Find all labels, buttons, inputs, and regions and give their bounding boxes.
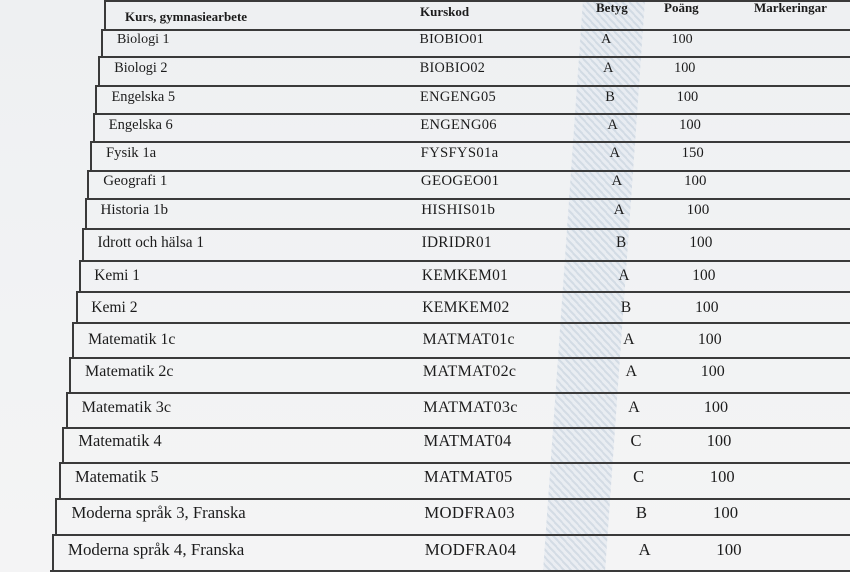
row-course: Biologi 2 [114,59,168,76]
row-code: MATMAT03c [423,398,518,417]
row-code: IDRIDR01 [421,234,492,252]
row-points: 100 [695,298,719,316]
row-divider [100,56,850,58]
row-divider [94,113,850,115]
row-divider [97,85,850,87]
row-divider [80,260,850,262]
row-points: 100 [692,266,716,284]
table-left-border [104,0,106,31]
row-divider [102,29,850,31]
row-course: Historia 1b [100,202,169,219]
table-left-border [76,291,78,324]
row-points: 100 [716,539,742,559]
row-divider [57,498,850,500]
row-grade: A [618,266,630,284]
row-grade: A [623,330,635,348]
row-points: 100 [713,503,739,523]
row-points: 100 [689,234,713,252]
row-divider [86,198,850,200]
table-left-border [69,357,71,394]
table-left-border [62,427,64,464]
row-grade: A [601,32,612,47]
header-points: Poäng [664,0,699,15]
table-left-border [87,170,89,200]
row-divider [74,322,850,324]
row-points: 100 [676,88,699,105]
row-grade: A [638,539,651,559]
row-grade: B [615,234,627,252]
row-course: Matematik 1c [88,330,176,348]
row-points: 100 [671,32,693,47]
row-course: Biologi 1 [116,32,170,47]
row-points: 100 [703,398,729,417]
table-left-border [93,113,95,143]
row-course: Matematik 5 [74,467,159,487]
header-marks: Markeringar [754,0,827,15]
header-code: Kurskod [420,4,470,19]
row-divider [71,357,850,359]
row-grade: A [625,362,638,380]
row-code: ENGENG06 [420,116,497,133]
row-course: Matematik 4 [78,431,162,451]
row-grade: B [605,88,615,105]
row-code: FYSFYS01a [420,145,499,162]
row-course: Engelska 5 [111,88,176,105]
row-code: MATMAT04 [423,431,512,451]
table-left-border [55,498,57,536]
row-divider [105,0,850,2]
row-course: Idrott och hälsa 1 [97,234,205,252]
row-grade: B [635,503,647,523]
row-course: Fysik 1a [106,145,157,162]
row-course: Engelska 6 [108,116,173,133]
row-divider [77,291,850,293]
row-course: Moderna språk 3, Franska [71,503,246,523]
table-left-border [95,85,97,115]
row-course: Matematik 3c [81,398,172,417]
row-points: 100 [684,173,707,190]
row-course: Matematik 2c [85,362,174,380]
row-course: Moderna språk 4, Franska [67,539,245,559]
row-divider [67,392,850,394]
row-grade: C [630,431,642,451]
row-grade: B [620,298,632,316]
row-code: MODFRA03 [424,503,515,523]
row-code: MATMAT05 [424,467,513,487]
row-course: Geografi 1 [103,173,168,190]
header-course: Kurs, gymnasiearbete [125,9,248,24]
row-divider [54,534,850,536]
table-left-border [85,198,87,230]
table-left-border [79,260,81,293]
row-grade: A [611,173,623,190]
row-points: 100 [697,330,722,348]
row-course: Kemi 2 [91,298,138,316]
row-code: GEOGEO01 [420,173,500,190]
row-divider [89,170,850,172]
row-grade: C [633,467,645,487]
row-divider [91,141,850,143]
row-divider [83,228,850,230]
row-divider [64,427,850,429]
row-points: 100 [700,362,725,380]
row-grade: A [628,398,640,417]
row-grade: A [609,145,621,162]
row-divider [61,462,850,464]
row-points: 100 [686,202,710,219]
row-code: KEMKEM01 [421,266,509,284]
row-code: HISHIS01b [421,202,496,219]
row-points: 100 [706,431,732,451]
row-points: 100 [679,116,701,133]
row-code: BIOBIO02 [419,59,486,76]
table-left-border [90,141,92,172]
table-left-border [52,534,54,572]
row-code: MATMAT02c [422,362,517,380]
row-code: BIOBIO01 [419,32,485,47]
table-left-border [98,56,100,87]
row-grade: A [613,202,625,219]
row-points: 150 [681,145,704,162]
table-left-border [59,462,61,500]
row-points: 100 [674,59,696,76]
table-left-border [101,29,103,58]
table-left-border [82,228,84,262]
row-code: MATMAT01c [422,330,515,348]
row-code: KEMKEM02 [422,298,510,316]
row-course: Kemi 1 [94,266,141,284]
table-left-border [72,322,74,359]
row-points: 100 [709,467,735,487]
row-grade: A [607,116,618,133]
row-code: ENGENG05 [420,88,496,105]
row-code: MODFRA04 [424,539,517,559]
row-grade: A [603,59,614,76]
header-grade: Betyg [596,0,628,15]
table-left-border [66,392,68,429]
